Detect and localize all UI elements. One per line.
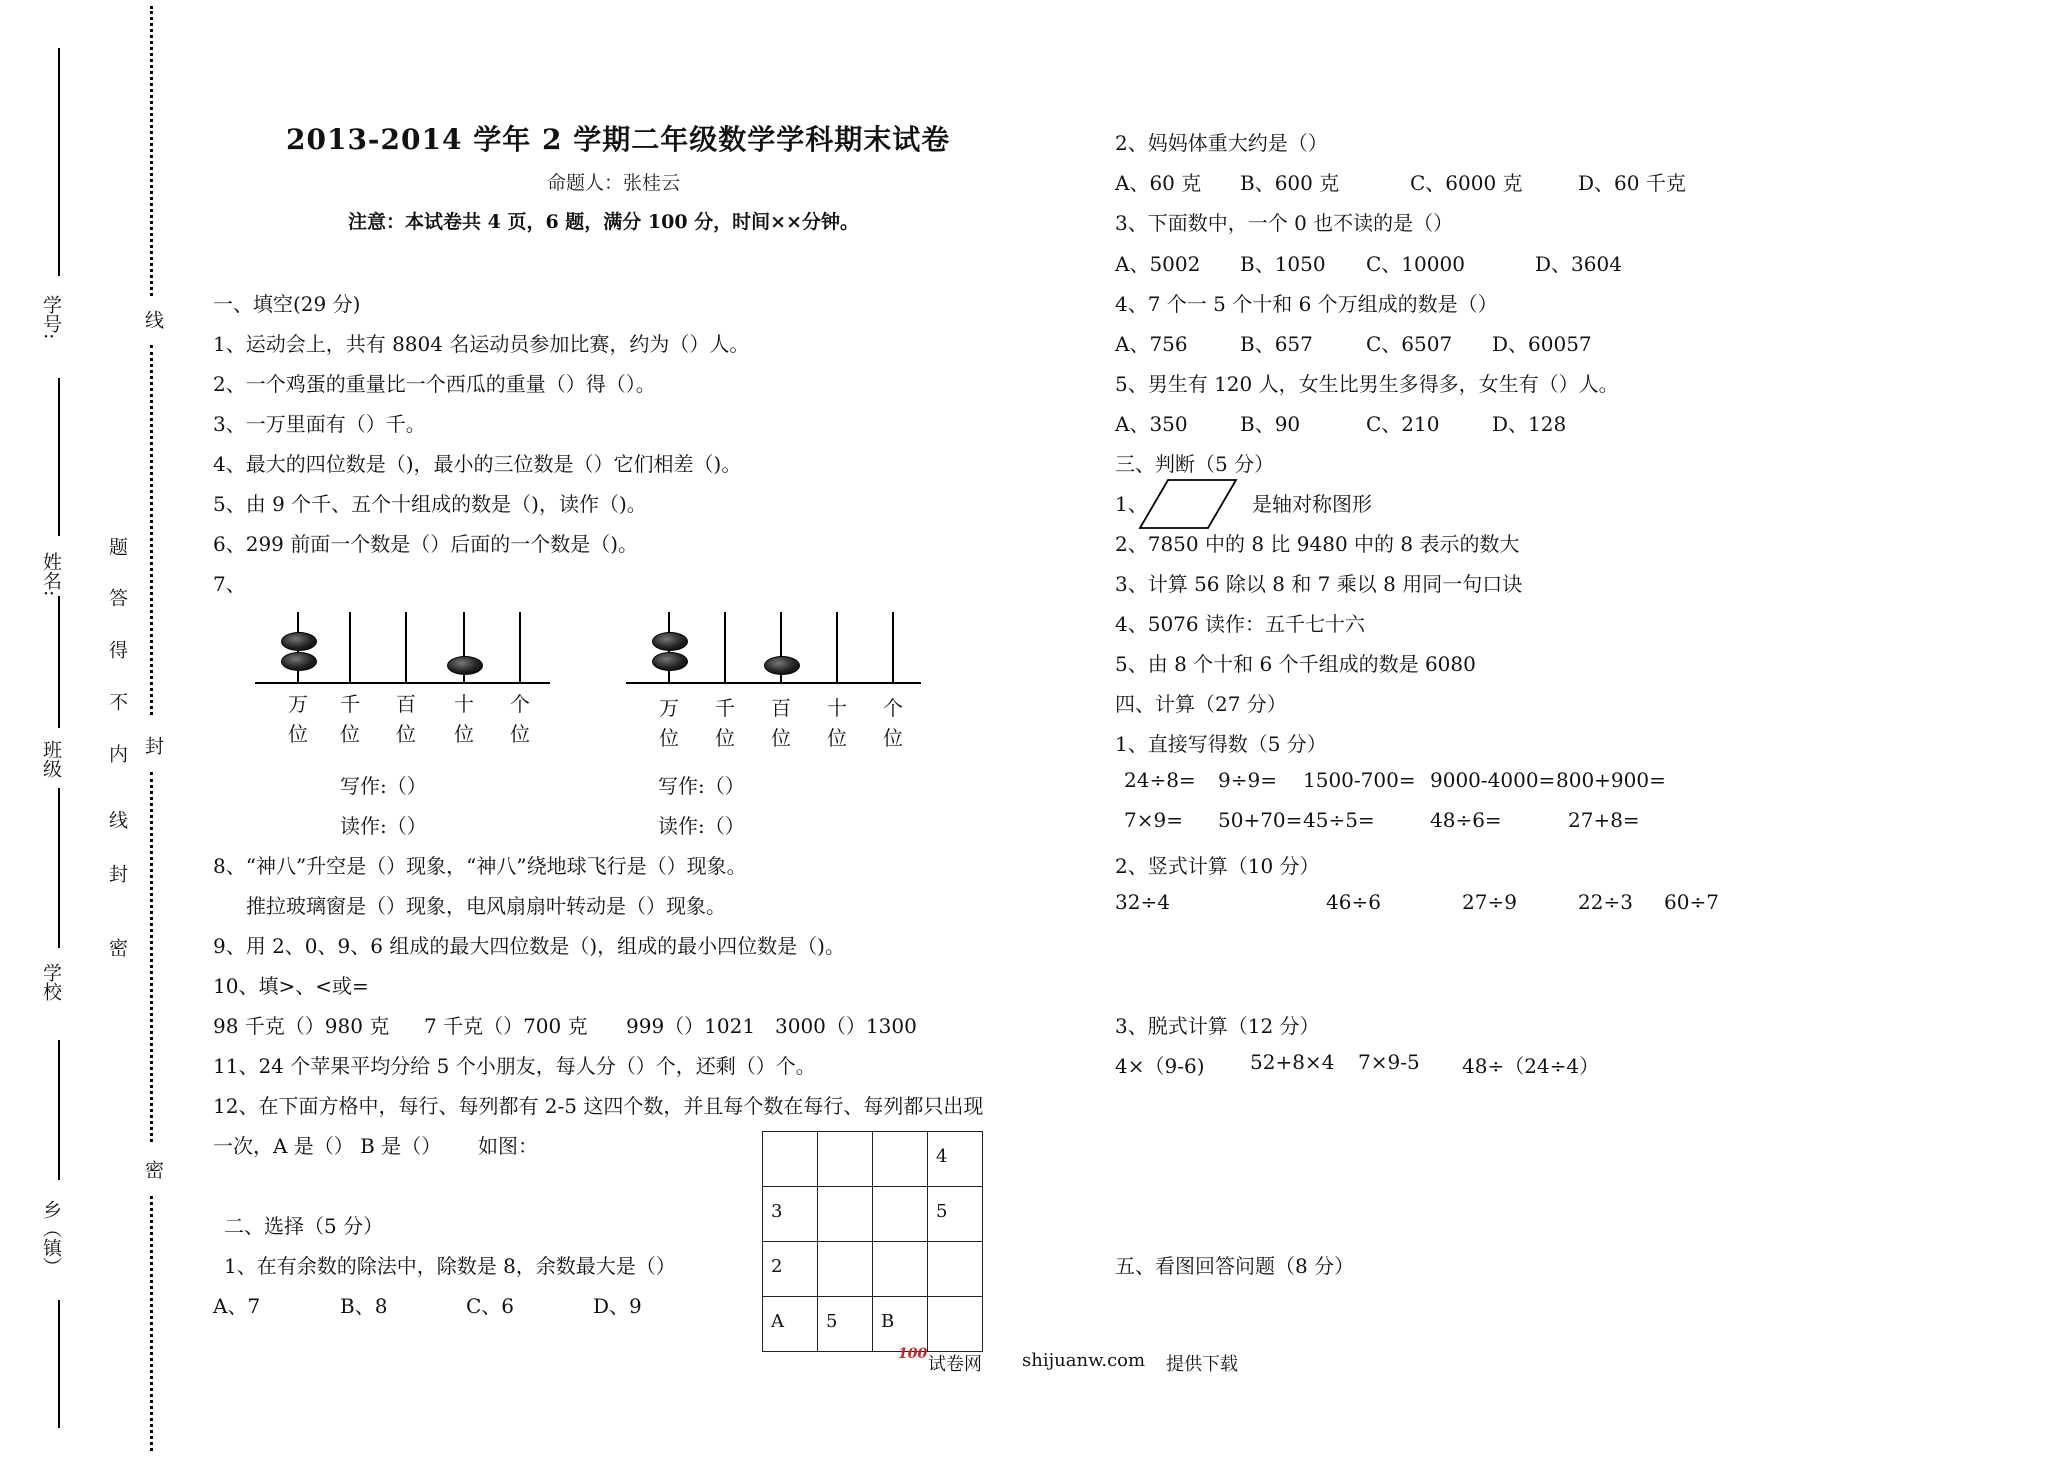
- grid-cell: [928, 1242, 983, 1297]
- math-item: 7×9=: [1124, 808, 1183, 832]
- choice-option: D、9: [593, 1294, 642, 1318]
- abacus-bead: [281, 632, 317, 651]
- place-label: 千: [340, 692, 360, 716]
- read-label: 读作:（）: [340, 814, 427, 838]
- grid-cell: 5: [818, 1297, 873, 1352]
- seal-char: 封: [142, 736, 164, 755]
- place-label: 百: [771, 696, 791, 720]
- choice-option: D、60057: [1492, 332, 1592, 356]
- math-item: 50+70=: [1218, 808, 1303, 832]
- math-item: 48÷（24÷4）: [1462, 1054, 1600, 1078]
- abacus-base: [626, 682, 921, 684]
- question-suffix: 是轴对称图形: [1252, 492, 1372, 516]
- parallelogram-shape: [1138, 478, 1238, 530]
- compare-item: 3000（）1300: [775, 1014, 917, 1038]
- abacus-rod: [724, 612, 726, 682]
- math-item: 46÷6: [1326, 890, 1381, 914]
- place-label: 位: [340, 722, 360, 746]
- seal-char: 题: [106, 537, 128, 556]
- grid-cell: [818, 1242, 873, 1297]
- grid-cell: B: [873, 1297, 928, 1352]
- choice-option: B、90: [1240, 412, 1301, 436]
- abacus-figure: [626, 612, 926, 762]
- choice-option: B、8: [340, 1294, 388, 1318]
- math-item: 9÷9=: [1218, 768, 1277, 792]
- question: 3、下面数中，一个 0 也不读的是（）: [1115, 211, 1454, 235]
- field-town: 乡（镇）: [40, 1200, 62, 1276]
- seal-char: 不: [106, 692, 128, 711]
- question: 8、“神八”升空是（）现象，“神八”绕地球飞行是（）现象。: [213, 854, 747, 878]
- field-class: 班级: [40, 740, 62, 778]
- seal-line: [150, 6, 153, 296]
- question: 9、用 2、0、9、6 组成的最大四位数是（)，组成的最小四位数是（)。: [213, 934, 845, 958]
- subsection-heading: 1、直接写得数（5 分）: [1115, 732, 1327, 756]
- seal-line: [150, 345, 153, 715]
- site-tagline: 提供下载: [1166, 1354, 1238, 1375]
- abacus-rod: [892, 612, 894, 682]
- margin-line: [58, 1040, 60, 1180]
- section-heading: 四、计算（27 分）: [1115, 692, 1287, 716]
- question: 6、299 前面一个数是（）后面的一个数是（)。: [213, 532, 639, 556]
- abacus-bead: [652, 632, 688, 651]
- margin-line: [58, 596, 60, 728]
- write-label: 写作:（）: [340, 774, 427, 798]
- grid-cell: A: [763, 1297, 818, 1352]
- question: 1、运动会上，共有 8804 名运动员参加比赛，约为（）人。: [213, 332, 750, 356]
- question: 2、一个鸡蛋的重量比一个西瓜的重量（）得（）。: [213, 372, 656, 396]
- site-logo: 100: [898, 1346, 928, 1362]
- place-label: 百: [396, 692, 416, 716]
- author-line: 命题人：张桂云: [547, 172, 681, 194]
- math-item: 7×9-5: [1358, 1050, 1420, 1074]
- seal-char: 答: [106, 588, 128, 607]
- abacus-base: [255, 682, 550, 684]
- math-item: 1500-700=: [1303, 768, 1416, 792]
- place-label: 位: [883, 726, 903, 750]
- question: 3、一万里面有（）千。: [213, 412, 426, 436]
- question: 4、最大的四位数是（)，最小的三位数是（）它们相差（)。: [213, 452, 742, 476]
- place-label: 位: [510, 722, 530, 746]
- choice-option: A、7: [213, 1294, 261, 1318]
- abacus-bead: [281, 652, 317, 671]
- field-school: 学校: [40, 963, 62, 1001]
- math-item: 9000-4000=: [1430, 768, 1556, 792]
- question: 5、由 9 个千、五个十组成的数是（)，读作（)。: [213, 492, 647, 516]
- grid-cell: [873, 1187, 928, 1242]
- abacus-bead: [652, 652, 688, 671]
- question: 2、妈妈体重大约是（）: [1115, 131, 1328, 155]
- place-label: 位: [396, 722, 416, 746]
- seal-line: [150, 772, 153, 1142]
- compare-item: 999（）1021: [626, 1014, 756, 1038]
- choice-option: A、60 克: [1115, 171, 1202, 195]
- question: 如图：: [478, 1134, 538, 1158]
- place-label: 位: [771, 726, 791, 750]
- margin-line: [58, 48, 60, 276]
- place-label: 位: [827, 726, 847, 750]
- math-item: 60÷7: [1664, 890, 1719, 914]
- abacus-rod: [405, 612, 407, 682]
- math-item: 52+8×4: [1250, 1050, 1335, 1074]
- place-label: 十: [454, 692, 474, 716]
- abacus-rod: [349, 612, 351, 682]
- site-url[interactable]: shijuanw.com: [1022, 1350, 1146, 1371]
- seal-char: 线: [142, 310, 164, 329]
- math-item: 27÷9: [1462, 890, 1517, 914]
- choice-option: C、10000: [1366, 252, 1465, 276]
- seal-char: 密: [106, 938, 128, 957]
- seal-char: 封: [106, 864, 128, 883]
- grid-cell: [873, 1132, 928, 1187]
- seal-char: 线: [106, 810, 128, 829]
- grid-cell: [818, 1187, 873, 1242]
- question: 4、7 个一 5 个十和 6 个万组成的数是（）: [1115, 292, 1498, 316]
- math-item: 48÷6=: [1430, 808, 1502, 832]
- choice-option: A、5002: [1115, 252, 1201, 276]
- question: 1、在有余数的除法中，除数是 8，余数最大是（）: [224, 1254, 676, 1278]
- question: 12、在下面方格中，每行、每列都有 2-5 这四个数，并且每个数在每行、每列都只出现: [213, 1094, 984, 1118]
- choice-option: B、657: [1240, 332, 1313, 356]
- page-title: 2013-2014 学年 2 学期二年级数学学科期末试卷: [286, 123, 951, 156]
- math-item: 4×（9-6): [1115, 1054, 1205, 1078]
- grid-cell: [873, 1242, 928, 1297]
- field-student-id: 学号:: [40, 295, 62, 340]
- seal-line: [150, 1196, 153, 1451]
- grid-cell: [763, 1132, 818, 1187]
- grid-cell: 4: [928, 1132, 983, 1187]
- choice-option: C、210: [1366, 412, 1440, 436]
- choice-option: A、350: [1115, 412, 1188, 436]
- place-label: 个: [883, 696, 903, 720]
- subsection-heading: 3、脱式计算（12 分）: [1115, 1014, 1320, 1038]
- place-label: 十: [827, 696, 847, 720]
- place-label: 位: [715, 726, 735, 750]
- abacus-bead: [764, 656, 800, 675]
- place-label: 位: [659, 726, 679, 750]
- place-label: 万: [659, 696, 679, 720]
- grid-cell: 3: [763, 1187, 818, 1242]
- number-grid: [762, 1131, 983, 1352]
- grid-cell: 2: [763, 1242, 818, 1297]
- choice-option: A、756: [1115, 332, 1188, 356]
- question: 3、计算 56 除以 8 和 7 乘以 8 用同一句口诀: [1115, 572, 1523, 596]
- choice-option: D、60 千克: [1578, 171, 1686, 195]
- choice-option: C、6: [466, 1294, 515, 1318]
- abacus-rod: [519, 612, 521, 682]
- question: 10、填>、<或=: [213, 974, 369, 998]
- exam-note: 注意：本试卷共 4 页，6 题，满分 100 分，时间××分钟。: [348, 211, 860, 233]
- section-heading: 五、看图回答问题（8 分）: [1115, 1254, 1355, 1278]
- grid-cell: [928, 1297, 983, 1352]
- math-item: 22÷3: [1578, 890, 1633, 914]
- write-label: 写作:（）: [658, 774, 745, 798]
- question: 7、: [213, 572, 246, 596]
- math-item: 800+900=: [1556, 768, 1666, 792]
- question: 5、由 8 个十和 6 个千组成的数是 6080: [1115, 652, 1476, 676]
- place-label: 千: [715, 696, 735, 720]
- seal-char: 得: [106, 640, 128, 659]
- choice-option: B、600 克: [1240, 171, 1340, 195]
- choice-option: C、6000 克: [1410, 171, 1523, 195]
- place-label: 个: [510, 692, 530, 716]
- math-item: 32÷4: [1115, 890, 1170, 914]
- compare-item: 7 千克（）700 克: [424, 1014, 588, 1038]
- margin-line: [58, 378, 60, 536]
- question: 2、7850 中的 8 比 9480 中的 8 表示的数大: [1115, 532, 1520, 556]
- question: 一次，A 是（） B 是（）: [213, 1134, 442, 1158]
- grid-cell: 5: [928, 1187, 983, 1242]
- site-name: 试卷网: [928, 1354, 982, 1375]
- question: 4、5076 读作：五千七十六: [1115, 612, 1365, 636]
- section-heading: 二、选择（5 分）: [224, 1214, 384, 1238]
- abacus-bead: [447, 656, 483, 675]
- choice-option: D、128: [1492, 412, 1567, 436]
- grid-cell: [818, 1132, 873, 1187]
- question: 推拉玻璃窗是（）现象，电风扇扇叶转动是（）现象。: [246, 894, 726, 918]
- place-label: 位: [288, 722, 308, 746]
- subsection-heading: 2、竖式计算（10 分）: [1115, 854, 1320, 878]
- seal-char: 内: [106, 744, 128, 763]
- question: 11、24 个苹果平均分给 5 个小朋友，每人分（）个，还剩（）个。: [213, 1054, 816, 1078]
- math-item: 27+8=: [1568, 808, 1640, 832]
- margin-line: [58, 1300, 60, 1428]
- abacus-figure: [255, 612, 555, 762]
- place-label: 位: [454, 722, 474, 746]
- math-item: 24÷8=: [1124, 768, 1196, 792]
- question-prefix: 1、: [1115, 492, 1148, 516]
- section-heading: 三、判断（5 分）: [1115, 452, 1275, 476]
- read-label: 读作:（）: [658, 814, 745, 838]
- choice-option: B、1050: [1240, 252, 1326, 276]
- choice-option: C、6507: [1366, 332, 1453, 356]
- math-item: 45÷5=: [1303, 808, 1375, 832]
- seal-char: 密: [142, 1160, 164, 1179]
- abacus-rod: [836, 612, 838, 682]
- compare-item: 98 千克（）980 克: [213, 1014, 390, 1038]
- choice-option: D、3604: [1535, 252, 1622, 276]
- question: 5、男生有 120 人，女生比男生多得多，女生有（）人。: [1115, 372, 1619, 396]
- section-heading: 一、填空(29 分): [213, 292, 361, 316]
- field-name: 姓名:: [40, 552, 62, 597]
- margin-line: [58, 788, 60, 948]
- place-label: 万: [288, 692, 308, 716]
